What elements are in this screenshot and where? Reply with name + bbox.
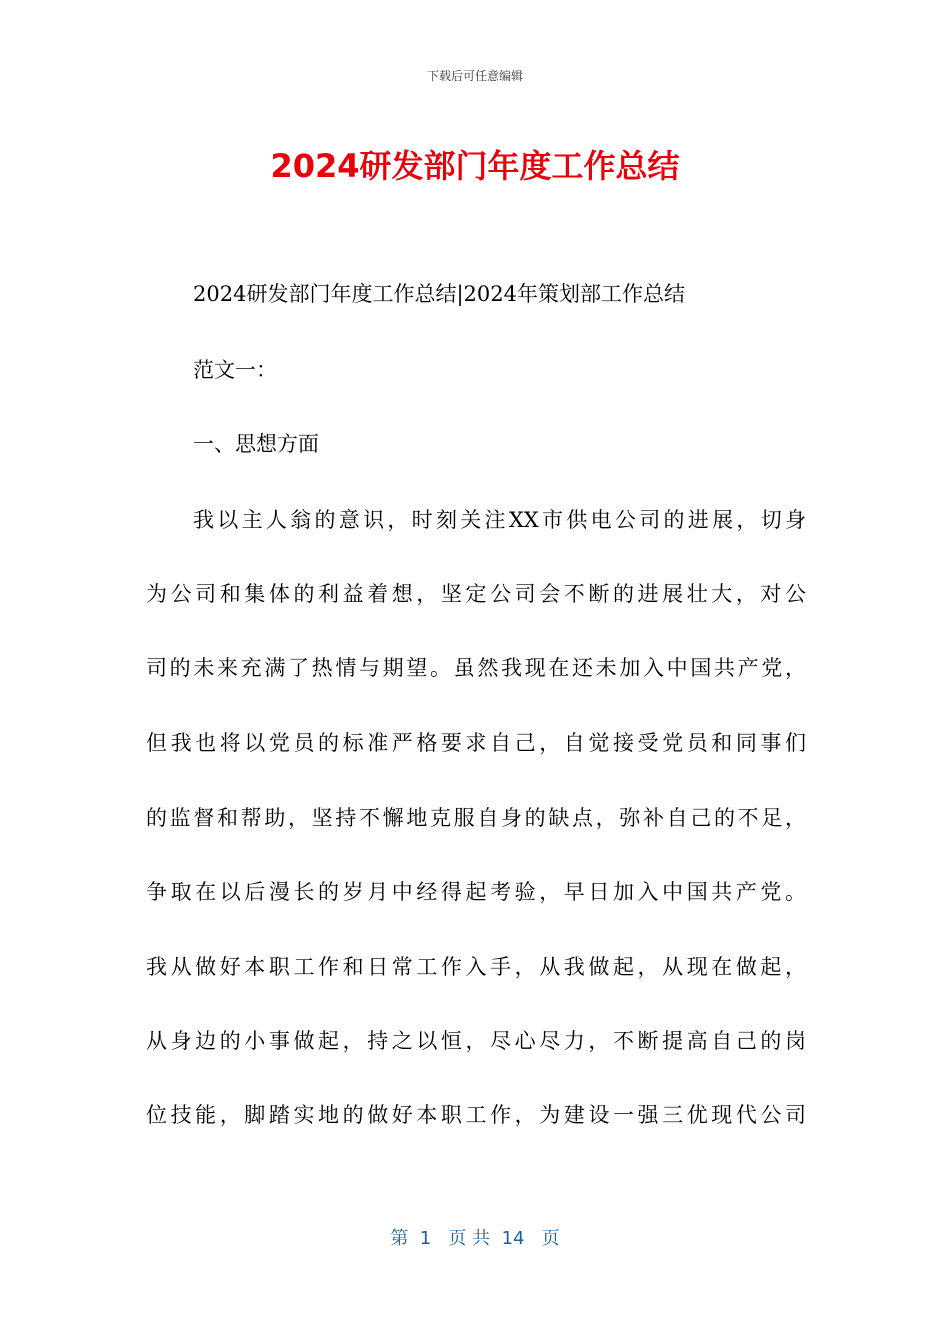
header-note: 下载后可任意编辑 [426,69,523,83]
body-line-4: 但我也将以党员的标准严格要求自己，自觉接受党员和同事们 [146,731,806,755]
body-line-7: 我从做好本职工作和日常工作入手，从我做起，从现在做起， [146,955,806,979]
page-number-footer: 第 1 页 共 14 页 [390,1228,560,1249]
body-line-6: 争取在以后漫长的岁月中经得起考验，早日加入中国共产党。 [146,880,806,904]
body-line-1: 我以主人翁的意识，时刻关注XX市供电公司的进展，切身 [193,508,806,532]
body-line-9: 位技能，脚踏实地的做好本职工作，为建设一强三优现代公司 [146,1103,806,1127]
body-line-8: 从身边的小事做起，持之以恒，尽心尽力，不断提高自己的岗 [146,1029,806,1053]
body-line-5: 的监督和帮助，坚持不懈地克服自身的缺点，弥补自己的不足， [146,806,806,830]
document-title: 2024研发部门年度工作总结 [270,147,680,185]
section-heading-thought: 一、思想方面 [193,432,319,456]
body-line-3: 司的未来充满了热情与期望。虽然我现在还未加入中国共产党， [146,656,806,680]
body-line-2: 为公司和集体的利益着想，坚定公司会不断的进展壮大，对公 [146,582,806,606]
section-heading-sample: 范文一： [193,358,277,382]
document-subtitle-line: 2024研发部门年度工作总结|2024年策划部工作总结 [193,282,685,306]
